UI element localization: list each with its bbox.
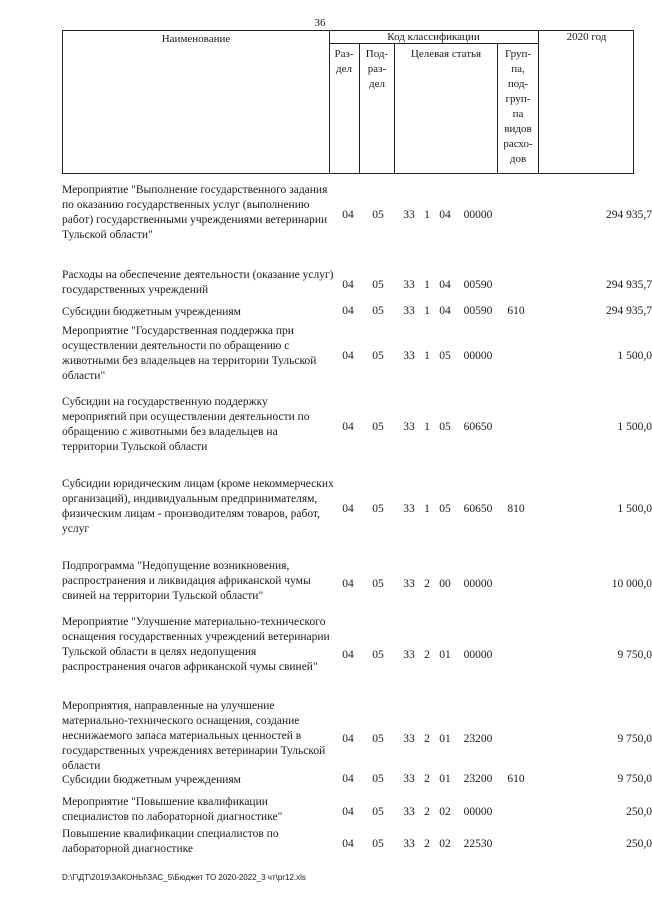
row-amount: 250,0 [626,838,652,850]
code-vr: 810 [507,503,525,515]
code-razdel: 04 [342,578,354,590]
code-ts4: 23200 [463,733,493,745]
code-ts3: 02 [439,838,451,850]
code-ts2: 2 [424,838,430,850]
header-target-article: Целевая статья [410,48,482,60]
code-podrazdel: 05 [372,350,384,362]
row-name: Субсидии юридическим лицам (кроме некоммерческих организаций), индивидуальным предпринимателям, физическим лицам - производителям товаров, работ, услуг [62,478,334,535]
row-amount: 294 935,7 [606,209,652,221]
row-amount: 250,0 [626,806,652,818]
divider [538,31,539,173]
code-ts2: 2 [424,773,430,785]
code-ts1: 33 [403,421,415,433]
code-ts1: 33 [403,305,415,317]
code-razdel: 04 [342,649,354,661]
code-ts2: 2 [424,578,430,590]
code-podrazdel: 05 [372,209,384,221]
code-ts1: 33 [403,806,415,818]
page-number: 36 [314,17,326,29]
code-ts2: 1 [424,305,430,317]
code-podrazdel: 05 [372,806,384,818]
row-name: Субсидии бюджетным учреждениям [62,306,241,318]
code-ts4: 60650 [463,421,493,433]
code-ts3: 05 [439,350,451,362]
code-ts1: 33 [403,350,415,362]
header-name: Наименование [161,33,231,45]
code-razdel: 04 [342,305,354,317]
code-razdel: 04 [342,773,354,785]
code-ts2: 1 [424,279,430,291]
code-ts3: 01 [439,733,451,745]
code-ts4: 00000 [463,209,493,221]
row-amount: 1 500,0 [617,421,652,433]
row-name: Субсидии на государственную поддержку мероприятий при осуществлении деятельности по обращению с животными без владельцев на территории Тульской области [62,396,310,453]
row-name: Подпрограмма "Недопущение возникновения, распространения и ликвидация африканской чумы свиней на территории Тульской области" [62,560,311,602]
code-ts2: 1 [424,421,430,433]
row-amount: 294 935,7 [606,305,652,317]
code-ts4: 00000 [463,350,493,362]
code-ts3: 02 [439,806,451,818]
code-ts3: 04 [439,279,451,291]
code-podrazdel: 05 [372,733,384,745]
row-name: Мероприятие "Улучшение материально-технического оснащения государственных учреждений ветеринарии Тульской области в целях недопущения распространения очагов африканской чумы свиней" [62,616,330,673]
code-ts3: 00 [439,578,451,590]
code-ts4: 00590 [463,305,493,317]
code-podrazdel: 05 [372,649,384,661]
row-amount: 1 500,0 [617,350,652,362]
code-razdel: 04 [342,421,354,433]
code-ts4: 60650 [463,503,493,515]
code-ts1: 33 [403,649,415,661]
header-subsection: Под- раз- дел [365,48,389,90]
code-vr: 610 [507,305,525,317]
header-classification: Код классификации [387,31,480,43]
code-razdel: 04 [342,350,354,362]
code-ts1: 33 [403,578,415,590]
code-podrazdel: 05 [372,773,384,785]
code-razdel: 04 [342,279,354,291]
header-section: Раз- дел [334,48,354,75]
code-razdel: 04 [342,209,354,221]
code-ts1: 33 [403,773,415,785]
code-ts3: 01 [439,649,451,661]
code-ts1: 33 [403,838,415,850]
header-expense-group: Груп- па, под- груп- па видов расхо- дов [503,48,533,165]
code-podrazdel: 05 [372,279,384,291]
row-name: Расходы на обеспечение деятельности (оказание услуг) государственных учреждений [62,269,334,296]
code-ts1: 33 [403,733,415,745]
code-ts1: 33 [403,279,415,291]
code-ts2: 1 [424,350,430,362]
code-vr: 610 [507,773,525,785]
code-ts1: 33 [403,209,415,221]
row-name: Мероприятие "Государственная поддержка при осуществлении деятельности по обращению с животными без владельцев на территории Тульской области" [62,325,317,382]
code-ts3: 01 [439,773,451,785]
row-amount: 294 935,7 [606,279,652,291]
code-ts4: 00000 [463,649,493,661]
row-amount: 9 750,0 [617,773,652,785]
row-name: Субсидии бюджетным учреждениям [62,774,241,786]
code-ts4: 00590 [463,279,493,291]
code-ts3: 04 [439,209,451,221]
code-ts4: 22530 [463,838,493,850]
code-razdel: 04 [342,503,354,515]
code-ts4: 00000 [463,806,493,818]
row-name: Повышение квалификации специалистов по лабораторной диагностике [62,828,279,855]
code-ts1: 33 [403,503,415,515]
row-amount: 9 750,0 [617,649,652,661]
code-ts2: 1 [424,503,430,515]
code-razdel: 04 [342,838,354,850]
code-razdel: 04 [342,733,354,745]
row-amount: 9 750,0 [617,733,652,745]
row-name: Мероприятия, направленные на улучшение материально-технического оснащения, создание неснижаемого запаса материальных ценностей в государственных учреждениях ветеринарии Тульской области [62,700,326,772]
code-ts3: 04 [439,305,451,317]
code-podrazdel: 05 [372,503,384,515]
table-header [62,30,634,174]
code-razdel: 04 [342,806,354,818]
divider [394,43,395,173]
code-ts2: 1 [424,209,430,221]
code-podrazdel: 05 [372,838,384,850]
code-podrazdel: 05 [372,578,384,590]
row-amount: 1 500,0 [617,503,652,515]
row-name: Мероприятие "Выполнение государственного задания по оказанию государственных услуг (выполнению работ) государственными учреждениями ветеринарии Тульской области" [62,184,328,241]
code-podrazdel: 05 [372,305,384,317]
code-podrazdel: 05 [372,421,384,433]
row-name: Мероприятие "Повышение квалификации специалистов по лабораторной диагностике" [62,796,283,823]
code-ts3: 05 [439,503,451,515]
code-ts3: 05 [439,421,451,433]
file-path: D:\Г\ДТ\2019\ЗАКОНЫ\ЗАС_5\Бюджет ТО 2020-2022_3 чт\pr12.xls [62,873,306,882]
code-ts4: 23200 [463,773,493,785]
code-ts2: 2 [424,649,430,661]
code-ts2: 2 [424,806,430,818]
code-ts4: 00000 [463,578,493,590]
code-ts2: 2 [424,733,430,745]
header-year: 2020 год [566,31,607,43]
row-amount: 10 000,0 [611,578,652,590]
